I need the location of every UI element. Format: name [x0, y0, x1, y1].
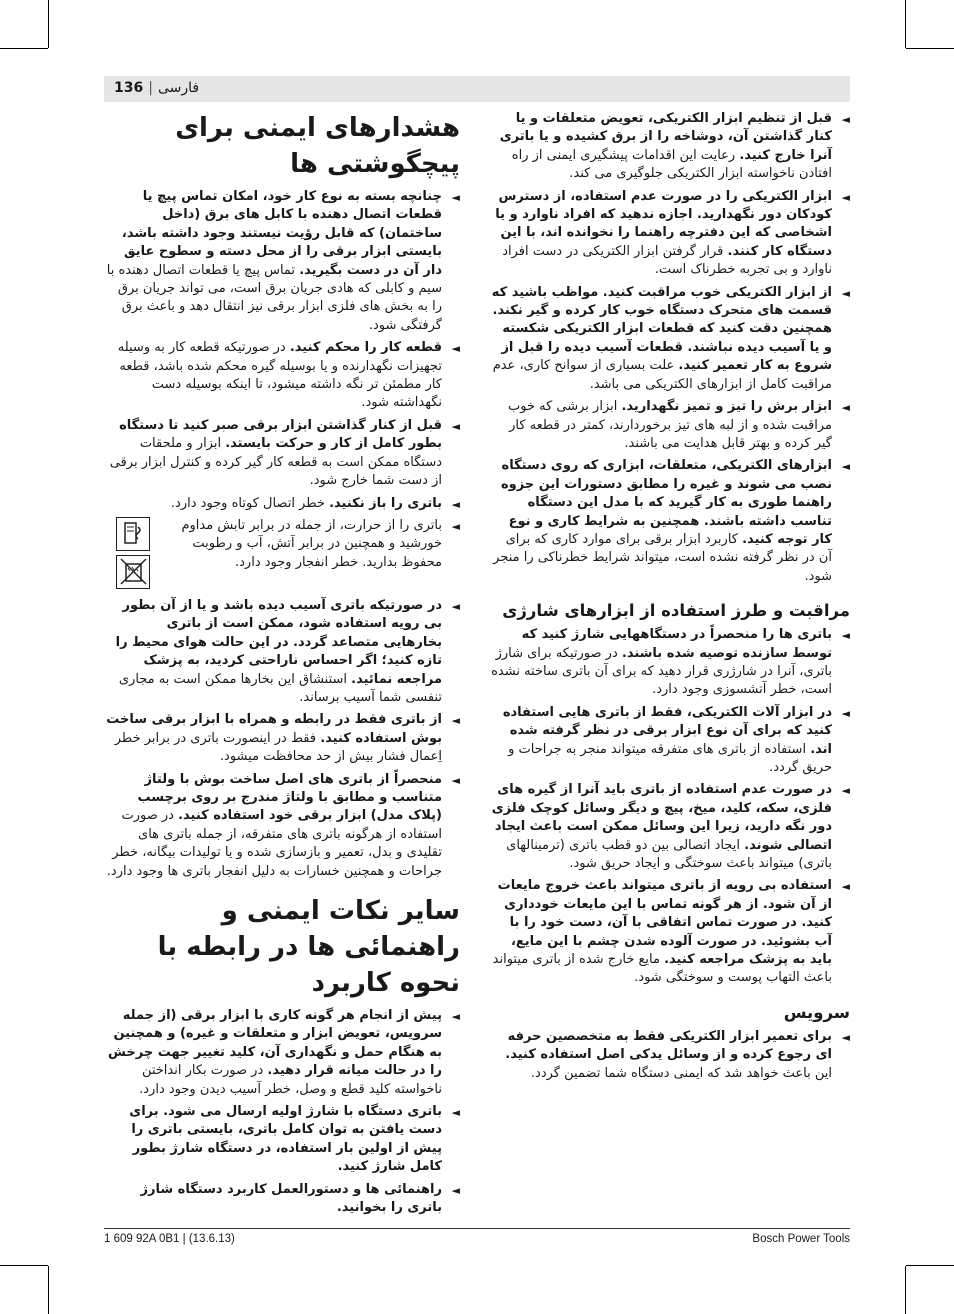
- bullet-triangle-icon: ◄: [451, 497, 460, 511]
- item-text: در صورت استفاده از هرگونه باتری های متفرقه، از جمله باتری های تقلیدی و بدل، تعمیر و بازسازی شده و یا تولیدات بیگانه، خطر جراحات و همچنین خسارات به دلیل انفجار باتری ها وجود دارد.: [106, 808, 442, 879]
- list-item: [490, 188, 850, 280]
- list-item: [104, 711, 460, 766]
- bullet-triangle-icon: ◄: [841, 784, 850, 798]
- item-bold: باتری را از حرارت، از جمله در برابر تابش مداوم خورشید و همچنین در برابر آتش، آب و رطوبت محفوظ بدارید.: [181, 517, 442, 570]
- bullet-triangle-icon: ◄: [451, 519, 460, 533]
- crop-mark: [906, 1265, 954, 1266]
- warning-icons: [110, 517, 150, 593]
- item-bold: از ابزار الکتریکی خوب مراقبت کنید. مواظب باشید که قسمت های متحرک دستگاه خوب کار کرده و گیر نکند. همچنین دقت کنید که قطعات ابزار الکتریکی شکسته و یا آسیب دیده نباشند. قطعات آسیب دیده را قبل از شروع به کار تعمیر کنید.: [491, 284, 832, 374]
- footer-brand: Bosch Power Tools: [752, 1233, 850, 1245]
- item-bold: باتری را باز نکنید.: [329, 495, 442, 511]
- bullet-triangle-icon: ◄: [451, 419, 460, 433]
- item-text: علت بسیاری از سوانح کاری، عدم مراقبت کامل از ابزارهای الکتریکی می باشد.: [492, 358, 832, 392]
- no-heat-battery-icon: [116, 517, 150, 551]
- bullet-triangle-icon: ◄: [451, 1183, 460, 1197]
- section-heading: سایر نکات ایمنی و راهنمائی ها در رابطه با نحوه کاربرد: [157, 896, 460, 998]
- item-body: [150, 517, 442, 593]
- list-item: [490, 704, 850, 778]
- bullet-triangle-icon: ◄: [841, 880, 850, 894]
- section-heading: مراقبت و طرز استفاده از ابزارهای شارژی: [502, 601, 850, 621]
- item-bold: ابزارهای الکتریکی، متعلقات، ابزاری که روی دستگاه نصب می شوند و غیره را مطابق دستورات این جزوه راهنما طوری به کار گیرید که با مدل این دستگاه تناسب داشته باشند. همچنین به شرایط کاری و نوع کار توجه کنید.: [500, 458, 832, 547]
- item-bold: از باتری فقط در رابطه و همراه با ابزار برقی ساخت بوش استفاده کنید.: [106, 712, 442, 746]
- item-bold: در صورتیکه باتری آسیب دیده باشد و یا از آن بطور بی رویه استفاده شود، ممکن است از باتری بخارهایی متصاعد گردد. در این حالت هوای محیط را تازه کنید؛ اگر احساس ناراحتی کردید، به پزشک مراجعه نمائید.: [115, 597, 442, 687]
- list-item: [104, 1181, 460, 1218]
- bullet-triangle-icon: ◄: [451, 1106, 460, 1120]
- left-column: [104, 110, 460, 1221]
- item-bold: برای تعمیر ابزار الکتریکی فقط به متخصصین حرفه ای رجوع کرده و از وسائل یدکی اصل استفاده کنید.: [505, 1028, 832, 1063]
- item-bold: منحصراً از باتری های اصل ساخت بوش با ولتاژ متناسب و مطابق با ولتاژ مندرج بر روی برچسب (پلاک مدل) ابزار برقی خود استفاده کنید.: [137, 771, 442, 824]
- item-text: فقط در اینصورت باتری در برابر خطر اِعمال فشار بیش از حد محافظت میشود.: [114, 730, 442, 765]
- item-bold: راهنمائی ها و دستورالعمل کاربرد دستگاه شارژ باتری را بخوانید.: [140, 1181, 442, 1216]
- item-text: ابزار و ملحقات دستگاه ممکن است به قطعه کار گیر کرده و کنترل ابزار برقی از دست شما خارج شود.: [109, 436, 442, 489]
- bullet-triangle-icon: ◄: [451, 342, 460, 356]
- list-item: [490, 398, 850, 453]
- header-text: [114, 80, 199, 96]
- bullet-triangle-icon: ◄: [841, 113, 850, 126]
- crop-mark: [0, 1265, 48, 1266]
- list-item: [490, 877, 850, 987]
- list-item: [490, 781, 850, 873]
- icon-warning-item: [104, 517, 460, 593]
- item-bold: قطعه کار را محکم کنید.: [289, 340, 442, 356]
- item-text: در صورت بکار انداختن ناخواسته کلید قطع و وصل، خطر آسیب دیدن وجود دارد.: [139, 1063, 442, 1097]
- bullet-triangle-icon: ◄: [451, 714, 460, 728]
- item-text: تماس پیچ یا قطعات اتصال دهنده با سیم و کابلی که هادی جریان برق است، می تواند جریان برق را به بخش های فلزی ابزار برقی نیز انتقال دهد و باعث برق گرفتگی شود.: [106, 262, 442, 333]
- item-bold: چنانچه بسته به نوع کار خود، امکان تماس پیچ یا قطعات اتصال دهنده با کابل های برق (داخل ساختمان) که قابل رؤیت نیستند وجود داشته باشد، بایستی ابزار برقی را از محل دسته و سطوح عایق دار آن در دست بگیرید.: [121, 189, 442, 278]
- crop-mark: [48, 0, 49, 48]
- bullet-triangle-icon: ◄: [841, 1030, 850, 1044]
- header-language: فارسی: [157, 80, 200, 96]
- list-item: [104, 597, 460, 707]
- item-text: در صورتیکه قطعه کار به وسیله تجهیزات نگهدارنده و یا بوسیله گیره محکم شده باشد، قطعه کار مطمئن تر نگه داشته میشود، تا اینکه بوسیله دست نگهداشته شود.: [117, 340, 442, 411]
- item-text: ابزار برشی که خوب مراقبت شده و از لبه های تیز برخوردارند، کمتر در قطعه کار گیر کرده و بهتر قابل هدایت می باشند.: [507, 399, 832, 451]
- list-item: [104, 339, 460, 413]
- bullet-triangle-icon: ◄: [841, 286, 850, 300]
- crop-mark: [48, 1266, 49, 1314]
- item-text: این باعث خواهد شد که ایمنی دستگاه شما تضمین گردد.: [530, 1065, 832, 1081]
- header-separator: |: [148, 80, 153, 96]
- list-item: [490, 1028, 850, 1083]
- crop-mark: [0, 48, 48, 49]
- item-bold: ابزار برش را تیز و تمیز نگهدارید.: [621, 399, 832, 415]
- bullet-triangle-icon: ◄: [841, 190, 850, 204]
- no-water-battery-icon: [116, 555, 150, 589]
- crop-mark: [905, 1266, 906, 1314]
- bullet-triangle-icon: ◄: [451, 773, 460, 787]
- list-item: [104, 771, 460, 881]
- item-text: استنشاق این بخارها ممکن است به مجاری تنفسی شما آسیب برساند.: [118, 671, 442, 705]
- list-item: [104, 495, 460, 513]
- crop-mark: [906, 48, 954, 49]
- item-text: مایع خارج شده از باتری میتواند باعث التهاب پوست و سوختگی شود.: [492, 952, 832, 986]
- list-item: [490, 457, 850, 586]
- list-item: [490, 110, 850, 184]
- item-text: ایجاد اتصالی بین دو قطب باتری (ترمینالهای باتری) میتواند باعث سوختگی و ایجاد حریق شود.: [506, 837, 832, 872]
- footer-doc-id: 1 609 92A 0B1 | (13.6.13): [104, 1233, 235, 1245]
- item-text: خطر اتصال کوتاه وجود دارد.: [170, 495, 330, 511]
- item-bold: پیش از انجام هر گونه کاری با ابزار برقی (از جمله سرویس، تعویض ابزار و متعلقات و غیره) و همچنین به هنگام حمل و نگهداری آن، کلید تغییر جهت چرخش را در حالت میانه قرار دهید.: [108, 1008, 442, 1079]
- item-bold: باتری دستگاه با شارژ اولیه ارسال می شود. برای دست یافتن به توان کامل باتری، بایستی باتری را پیش از اولین بار استفاده، در دستگاه شارژ بطور کامل شارژ کنید.: [129, 1104, 442, 1175]
- item-text: استفاده از باتری های متفرقه میتواند منجر به جراحات و حریق گردد.: [508, 741, 832, 775]
- list-item: [104, 1007, 460, 1099]
- page-footer: [104, 1228, 850, 1251]
- bullet-triangle-icon: ◄: [451, 191, 460, 204]
- bullet-triangle-icon: ◄: [841, 460, 850, 474]
- item-bold: در صورت عدم استفاده از باتری باید آنرا از گیره های فلزی، سکه، کلید، میخ، پیچ و دیگر وسائل کوچک فلزی دور نگه دارید، زیرا این وسائل ممکن است باعث ایجاد اتصالی شوند.: [491, 782, 832, 853]
- item-text: رعایت این اقدامات پیشگیری ایمنی از راه افتادن ناخواسته ابزار الکتریکی جلوگیری می کند.: [511, 147, 832, 182]
- bullet-triangle-icon: ◄: [451, 1010, 460, 1023]
- list-item: [490, 626, 850, 700]
- item-text: قرار گرفتن ابزار الکتریکی در دست افراد ناوارد و بی تجربه خطرناک است.: [502, 243, 832, 278]
- bullet-triangle-icon: ◄: [841, 629, 850, 643]
- item-bold: ابزار الکتریکی را در صورت عدم استفاده، از دسترس کودکان دور نگهدارید. اجازه ندهید که افراد ناوارد و یا اشخاصی که این دفترچه راهنما را نخوانده اند، با این دستگاه کار کنند.: [495, 188, 832, 259]
- item-text: خطر انفجار وجود دارد.: [235, 554, 363, 570]
- item-text: کاربرد ابزار برقی برای موارد کاری که برای آن در نظر گرفته نشده است، میتواند شرایط خطرناکی را منجر شود.: [493, 531, 832, 584]
- item-text: در صورتیکه برای شارژ باتری، آنرا در شارژری قرار دهید که برای آن باتری ساخته نشده است، خطر آتشسوزی وجود دارد.: [491, 645, 832, 698]
- page-number: 136: [114, 80, 144, 96]
- bullet-triangle-icon: ◄: [841, 401, 850, 415]
- item-bold: در ابزار آلات الکتریکی، فقط از باتری هایی استفاده کنید که برای آن نوع ابزار برقی در نظر گرفته شده اند.: [502, 704, 832, 757]
- page-header: [104, 76, 850, 102]
- list-item: [490, 284, 850, 394]
- list-item: [104, 188, 460, 335]
- bullet-triangle-icon: ◄: [841, 706, 850, 720]
- crop-mark: [905, 0, 906, 48]
- item-bold: قبل از کنار گذاشتن ابزار برقی صبر کنید تا دستگاه بطور کامل از کار و حرکت بایستد.: [119, 417, 442, 452]
- item-bold: قبل از تنظیم ابزار الکتریکی، تعویض متعلقات و یا کنار گذاشتن آن، دوشاخه را از برق کشیده و یا باتری آنرا خارج کنید.: [499, 111, 832, 163]
- section-heading: سرویس: [783, 1002, 850, 1022]
- item-bold: باتری ها را منحصراً در دستگاههایی شارژ کنید که توسط سازنده توصیه شده باشند.: [521, 627, 832, 661]
- section-heading: هشدارهای ایمنی برای پیچگوشتی ها: [175, 113, 460, 179]
- right-column: [490, 110, 850, 1087]
- list-item: [104, 417, 460, 491]
- bullet-triangle-icon: ◄: [451, 599, 460, 613]
- item-bold: استفاده بی رویه از باتری میتواند باعث خروج مایعات از آن شود. از هر گونه تماس با این مایعات خودداری کنید. در صورت تماس اتفاقی با آن، دست خود را با آب بشوئید. در صورت آلوده شدن چشم با این مایع، باید به پزشک مراجعه کنید.: [497, 878, 832, 968]
- list-item: [104, 1103, 460, 1177]
